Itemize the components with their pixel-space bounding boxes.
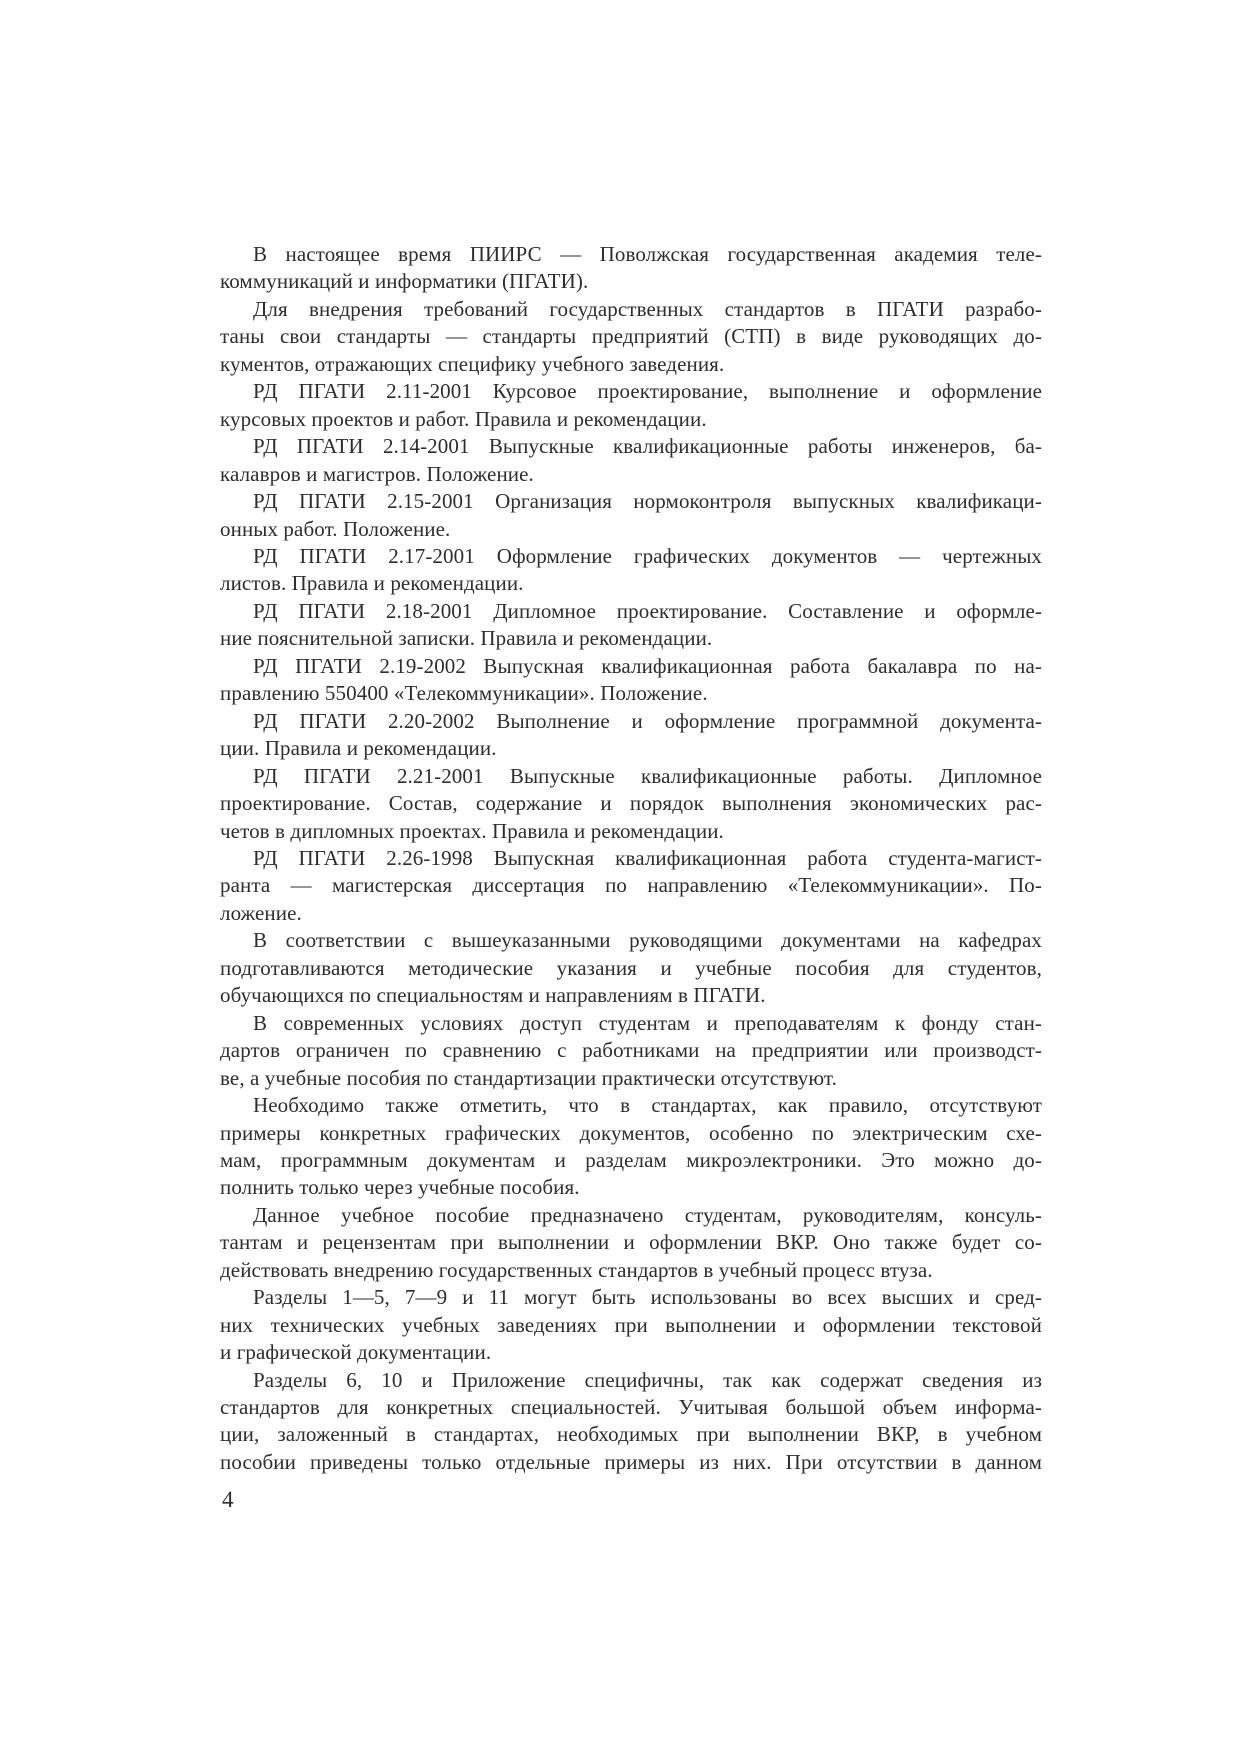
text-line: курсовых проектов и работ. Правила и рекомендации. [220, 406, 707, 431]
paragraph [220, 1010, 1042, 1092]
paragraph [220, 433, 1042, 488]
text-line: проектирование. Состав, содержание и порядок выполнения экономических рас- [220, 791, 1042, 816]
paragraph [220, 296, 1042, 378]
paragraph [220, 1092, 1042, 1202]
text-line: РД ПГАТИ 2.19-2002 Выпускная квалификационная работа бакалавра по на- [253, 653, 1042, 678]
text-line: ции, заложенный в стандартах, необходимых при выполнении ВКР, в учебном [220, 1422, 1042, 1447]
paragraph [220, 378, 1042, 433]
text-line: листов. Правила и рекомендации. [220, 571, 524, 596]
body-text [220, 241, 1042, 1476]
text-line: дартов ограничен по сравнению с работниками на предприятии или производст- [220, 1038, 1042, 1063]
text-line: мам, программным документам и разделам микроэлектроники. Это можно до- [220, 1147, 1042, 1172]
text-line: ве, а учебные пособия по стандартизации практически отсутствуют. [220, 1065, 837, 1090]
paragraph [220, 1202, 1042, 1284]
text-line: таны свои стандарты — стандарты предприятий (СТП) в виде руководящих до- [220, 324, 1042, 349]
text-line: Разделы 6, 10 и Приложение специфичны, так как содержат сведения из [253, 1367, 1042, 1392]
text-line: В современных условиях доступ студентам и преподавателям к фонду стан- [253, 1010, 1042, 1035]
paragraph [220, 488, 1042, 543]
text-line: правлению 550400 «Телекоммуникации». Положение. [220, 681, 708, 706]
text-line: стандартов для конкретных специальностей. Учитывая большой объем информа- [220, 1395, 1042, 1420]
text-line: них технических учебных заведениях при выполнении и оформлении текстовой [220, 1312, 1042, 1337]
text-line: В настоящее время ПИИРС — Поволжская государственная академия теле- [253, 242, 1042, 266]
paragraph [220, 1367, 1042, 1477]
text-line: ции. Правила и рекомендации. [220, 736, 497, 761]
text-line: РД ПГАТИ 2.17-2001 Оформление графических документов — чертежных [253, 543, 1042, 568]
text-line: ние пояснительной записки. Правила и рекомендации. [220, 626, 713, 651]
paragraph [220, 598, 1042, 653]
text-line: РД ПГАТИ 2.14-2001 Выпускные квалификационные работы инженеров, ба- [253, 434, 1042, 459]
text-line: РД ПГАТИ 2.11-2001 Курсовое проектирование, выполнение и оформление [253, 379, 1042, 404]
text-line: примеры конкретных графических документов, особенно по электрическим схе- [220, 1120, 1042, 1145]
paragraph [220, 241, 1042, 296]
text-line: Разделы 1—5, 7—9 и 11 могут быть использованы во всех высших и сред- [253, 1285, 1042, 1310]
paragraph [220, 845, 1042, 927]
paragraph [220, 708, 1042, 763]
paragraph [220, 543, 1042, 598]
text-line: ложение. [220, 900, 302, 925]
page-number: 4 [222, 1487, 234, 1512]
text-line: кументов, отражающих специфику учебного заведения. [220, 351, 725, 376]
text-line: Для внедрения требований государственных стандартов в ПГАТИ разрабо- [253, 296, 1042, 321]
text-line: ранта — магистерская диссертация по направлению «Телекоммуникации». По- [220, 873, 1042, 898]
paragraph [220, 1284, 1042, 1366]
text-line: РД ПГАТИ 2.20-2002 Выполнение и оформление программной документа- [253, 708, 1042, 733]
text-line: действовать внедрению государственных стандартов в учебный процесс втуза. [220, 1257, 933, 1282]
paragraph [220, 763, 1042, 845]
text-line: РД ПГАТИ 2.15-2001 Организация нормоконтроля выпускных квалификаци- [253, 489, 1042, 514]
text-line: В соответствии с вышеуказанными руководящими документами на кафедрах [253, 928, 1042, 953]
text-line: РД ПГАТИ 2.18-2001 Дипломное проектирование. Составление и оформле- [253, 598, 1042, 623]
text-line: подготавливаются методические указания и учебные пособия для студентов, [220, 955, 1042, 980]
text-line: обучающихся по специальностям и направлениям в ПГАТИ. [220, 983, 766, 1008]
text-line: Данное учебное пособие предназначено студентам, руководителям, консуль- [253, 1202, 1042, 1227]
text-line: и графической документации. [220, 1340, 492, 1365]
text-line: калавров и магистров. Положение. [220, 461, 534, 486]
text-line: Необходимо также отметить, что в стандартах, как правило, отсутствуют [253, 1093, 1042, 1118]
text-line: РД ПГАТИ 2.26-1998 Выпускная квалификационная работа студента-магист- [253, 845, 1042, 870]
text-line: РД ПГАТИ 2.21-2001 Выпускные квалификационные работы. Дипломное [253, 763, 1042, 788]
text-line: онных работ. Положение. [220, 516, 451, 541]
text-line: тантам и рецензентам при выполнении и оформлении ВКР. Оно также будет со- [220, 1230, 1042, 1255]
text-line: коммуникаций и информатики (ПГАТИ). [220, 269, 589, 294]
text-line: полнить только через учебные пособия. [220, 1175, 580, 1200]
paragraph [220, 653, 1042, 708]
paragraph [220, 927, 1042, 1009]
text-line: четов в дипломных проектах. Правила и рекомендации. [220, 818, 724, 843]
text-line: пособии приведены только отдельные примеры из них. При отсутствии в данном [220, 1449, 1042, 1474]
